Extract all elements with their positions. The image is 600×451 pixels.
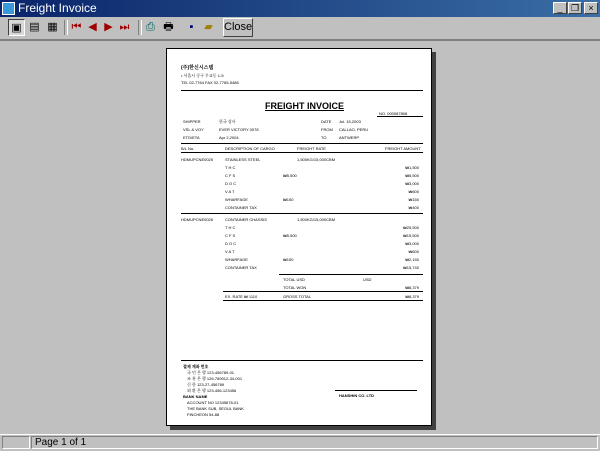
charge-amount: ₩2,150 bbox=[405, 257, 419, 262]
exchange-rate: EX. RATE ₩ 1110 bbox=[225, 294, 258, 299]
charge-item: C F S bbox=[225, 233, 236, 238]
charge-amount: ₩1,500 bbox=[405, 165, 419, 170]
company-phone: TEL 02-7764 FAX 02-7765-5486 bbox=[181, 80, 239, 85]
field-label: FROM bbox=[321, 127, 333, 132]
charge-rate: ₩150 bbox=[283, 257, 294, 262]
print-setup-icon[interactable]: ⎙ bbox=[146, 21, 155, 33]
total-label: TOTAL USD bbox=[283, 277, 305, 282]
bl-number: HDMUPCNE0026 bbox=[181, 217, 214, 222]
app-icon bbox=[2, 2, 15, 15]
charge-amount: ₩400 bbox=[408, 205, 419, 210]
divider bbox=[223, 300, 423, 301]
printer-icon[interactable]: 🖶 bbox=[163, 21, 174, 33]
save-icon[interactable]: ▪ bbox=[189, 21, 194, 33]
single-page-icon[interactable]: ▣ bbox=[8, 19, 25, 36]
previous-page-icon[interactable]: ◀ bbox=[88, 21, 97, 33]
charge-item: CONTAINER TAX bbox=[225, 205, 257, 210]
bank-line: 조 흥 은 행 126-789012-34-001 bbox=[187, 376, 243, 381]
freight-rate: 1,500KG/15,000CBM bbox=[297, 157, 336, 162]
column-header: B/L No. bbox=[181, 146, 195, 151]
field-value: CALLAO, PERU bbox=[339, 127, 369, 132]
title-bar bbox=[0, 0, 600, 17]
charge-rate: ₩5,500 bbox=[283, 233, 297, 238]
bl-number: HDMUPCNE0025 bbox=[181, 157, 214, 162]
divider bbox=[377, 116, 423, 117]
charge-item: V A T bbox=[225, 249, 235, 254]
open-folder-icon[interactable]: ▰ bbox=[204, 21, 213, 33]
charge-amount: ₩3,000 bbox=[405, 241, 419, 246]
total-amount: ₩8,379 bbox=[405, 285, 419, 290]
bank-line: BANK NAME bbox=[183, 394, 208, 399]
multi-page-icon[interactable]: ▦ bbox=[47, 21, 58, 33]
company-name: (주)한신시스템 bbox=[181, 65, 214, 71]
column-header: FREIGHT RATE bbox=[297, 146, 326, 151]
field-value: EVER VICTORY 0078 bbox=[219, 127, 259, 132]
status-cell-empty bbox=[2, 436, 30, 449]
charge-item: V A T bbox=[225, 189, 235, 194]
field-value: Jul. 15,2003 bbox=[339, 119, 361, 124]
field-label: ETD/ETA bbox=[183, 135, 200, 140]
cargo-description: STAINLESS STEEL bbox=[225, 157, 261, 162]
field-value: Apr 2,2004 bbox=[219, 135, 239, 140]
charge-item: WHARFAGE bbox=[225, 257, 248, 262]
charge-amount: ₩600 bbox=[408, 189, 419, 194]
charge-item: WHARFAGE bbox=[225, 197, 248, 202]
charge-rate: ₩5,500 bbox=[283, 173, 297, 178]
divider bbox=[181, 152, 423, 153]
divider bbox=[223, 291, 423, 292]
first-page-icon[interactable]: ⏮ bbox=[71, 21, 82, 33]
field-label: TO bbox=[321, 135, 327, 140]
charge-item: CONTAINER TAX bbox=[225, 265, 257, 270]
invoice-page bbox=[166, 48, 432, 426]
total-label: GROSS TOTAL bbox=[283, 294, 312, 299]
charge-item: T H C bbox=[225, 225, 236, 230]
toolbar bbox=[0, 17, 600, 40]
charge-amount: ₩5,500 bbox=[405, 173, 419, 178]
cargo-description: CONTAINER CHASSIS bbox=[225, 217, 267, 222]
bank-line: ACCOUNT NO 12345678-01 bbox=[187, 400, 239, 405]
last-page-icon[interactable]: ⏭ bbox=[119, 21, 130, 33]
field-value: 한국 상사 bbox=[219, 119, 236, 124]
divider bbox=[181, 213, 423, 214]
freight-rate: 1,500KG/15,000CBM bbox=[297, 217, 336, 222]
window-close-button[interactable]: × bbox=[584, 2, 598, 14]
charge-rate: ₩150 bbox=[283, 197, 294, 202]
status-bar bbox=[0, 434, 600, 451]
bank-line: 국 민 은 행 123-456789-01 bbox=[187, 370, 235, 375]
charge-amount: ₩150 bbox=[408, 197, 419, 202]
field-label: VSL & VOY bbox=[183, 127, 204, 132]
bank-line: 외 환 은 행 123-456-123456 bbox=[187, 388, 237, 393]
field-label: SHIPPER bbox=[183, 119, 201, 124]
charge-amount: ₩25,500 bbox=[402, 225, 419, 230]
charge-item: C F S bbox=[225, 173, 236, 178]
field-value: ANTWERP bbox=[339, 135, 359, 140]
bank-line: FINCHEON 54-88 bbox=[187, 412, 220, 417]
minimize-button[interactable]: _ bbox=[553, 2, 567, 14]
total-label: TOTAL WON bbox=[283, 285, 307, 290]
field-label: DATE bbox=[321, 119, 332, 124]
page-indicator: Page 1 of 1 bbox=[31, 436, 598, 449]
next-page-icon[interactable]: ▶ bbox=[104, 21, 113, 33]
close-button[interactable]: Close bbox=[223, 18, 253, 37]
window-title: Freight Invoice bbox=[18, 1, 97, 15]
signature-company: HANSHIN CO. LTD bbox=[339, 393, 375, 398]
charge-item: D O C bbox=[225, 181, 237, 186]
divider bbox=[181, 143, 423, 144]
bank-line: THE BANK SUB, SEOUL BANK bbox=[187, 406, 244, 411]
invoice-number: NO. 000087808 bbox=[379, 111, 408, 116]
total-currency: USD bbox=[363, 277, 372, 282]
divider bbox=[181, 360, 423, 361]
charge-item: T H C bbox=[225, 165, 236, 170]
bank-line: 결제 계좌 번호 bbox=[183, 364, 209, 369]
charge-item: D O C bbox=[225, 241, 237, 246]
charge-amount: ₩15,500 bbox=[402, 233, 419, 238]
charge-amount: ₩3,000 bbox=[405, 181, 419, 186]
bank-line: 신 한 123-27-456789 bbox=[187, 382, 225, 387]
maximize-button[interactable]: ❐ bbox=[568, 2, 582, 14]
charge-amount: ₩15,740 bbox=[402, 265, 419, 270]
charge-amount: ₩600 bbox=[408, 249, 419, 254]
total-amount: ₩8,379 bbox=[405, 294, 419, 299]
column-header: FREIGHT AMOUNT bbox=[385, 146, 421, 151]
signature-line bbox=[335, 390, 417, 391]
column-header: DESCRIPTION OF CARGO bbox=[225, 146, 275, 151]
invoice-title: FREIGHT INVOICE bbox=[265, 101, 345, 111]
two-page-icon[interactable]: ▤ bbox=[29, 21, 40, 33]
company-address: • 서울시 중구 무교동 1-5 bbox=[181, 73, 224, 78]
divider bbox=[181, 90, 423, 91]
divider bbox=[279, 274, 423, 275]
